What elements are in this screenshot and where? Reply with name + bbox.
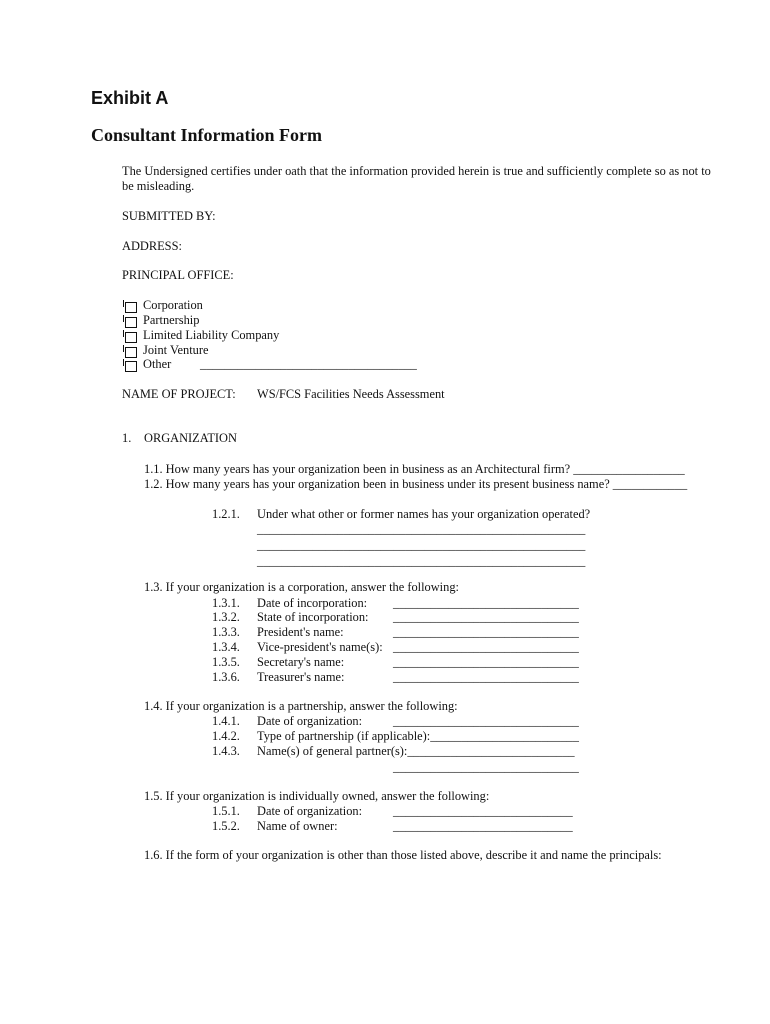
llc-checkbox[interactable] [125,332,137,343]
type-of-partnership-field[interactable]: Type of partnership (if applicable):________________________ [257,729,579,743]
item-number: 1.5.2. [212,819,240,833]
item-label: Treasurer's name: [257,670,345,684]
section-number: 1. [122,431,132,445]
question-1-5-intro: 1.5. If your organization is individually owned, answer the following: [144,789,490,803]
question-1-2-1-number: 1.2.1. [212,507,240,521]
state-of-incorporation-blank[interactable]: ______________________________ [393,610,579,624]
item-number: 1.3.3. [212,625,240,639]
question-1-1: 1.1. How many years has your organization been in business as an Architectural firm? __________________ [144,462,685,476]
item-label: Vice-president's name(s): [257,640,383,654]
joint-venture-checkbox[interactable] [125,347,137,358]
question-1-3-intro: 1.3. If your organization is a corporation, answer the following: [144,580,459,594]
item-label: President's name: [257,625,344,639]
item-number: 1.4.3. [212,744,240,758]
partnership-label: Partnership [143,313,200,327]
item-number: 1.4.2. [212,729,240,743]
project-label: NAME OF PROJECT: [122,387,236,401]
former-names-blank[interactable]: _____________________________________________________ [257,554,586,568]
general-partners-field[interactable]: Name(s) of general partner(s):___________________________ [257,744,575,758]
item-label: Date of organization: [257,804,363,818]
other-blank[interactable]: ___________________________________ [200,357,417,371]
submitted-by-label: SUBMITTED BY: [122,209,216,223]
principal-office-label: PRINCIPAL OFFICE: [122,268,234,282]
item-number: 1.3.6. [212,670,240,684]
question-1-2-1-text: Under what other or former names has your organization operated? [257,507,591,521]
exhibit-heading: Exhibit A [91,88,169,108]
vice-president-name-blank[interactable]: ______________________________ [393,640,579,654]
item-number: 1.4.1. [212,714,240,728]
question-1-6: 1.6. If the form of your organization is other than those listed above, describe it and name the principals: [144,848,662,862]
form-title: Consultant Information Form [91,125,323,145]
item-label: State of incorporation: [257,610,369,624]
question-1-2: 1.2. How many years has your organization been in business under its present business name? ____________ [144,477,688,491]
project-name: WS/FCS Facilities Needs Assessment [257,387,445,401]
secretary-name-blank[interactable]: ______________________________ [393,655,579,669]
corporation-checkbox[interactable] [125,302,137,313]
item-number: 1.3.2. [212,610,240,624]
owner-date-of-organization-blank[interactable]: _____________________________ [393,804,573,818]
item-label: Name of owner: [257,819,338,833]
date-of-incorporation-blank[interactable]: ______________________________ [393,596,579,610]
item-number: 1.3.4. [212,640,240,654]
former-names-blank[interactable]: _____________________________________________________ [257,538,586,552]
certification-text: The Undersigned certifies under oath that the information provided herein is true and sufficiently complete so as not to be misleading. [122,164,711,193]
corporation-label: Corporation [143,298,203,312]
item-number: 1.3.1. [212,596,240,610]
item-label: Date of organization: [257,714,363,728]
date-of-organization-blank[interactable]: ______________________________ [393,714,579,728]
owner-name-blank[interactable]: _____________________________ [393,819,573,833]
address-label: ADDRESS: [122,239,182,253]
other-label: Other [143,357,172,371]
former-names-blank[interactable]: _____________________________________________________ [257,522,586,536]
partnership-checkbox[interactable] [125,317,137,328]
llc-label: Limited Liability Company [143,328,280,342]
president-name-blank[interactable]: ______________________________ [393,625,579,639]
item-label: Date of incorporation: [257,596,368,610]
item-number: 1.5.1. [212,804,240,818]
item-number: 1.3.5. [212,655,240,669]
joint-venture-label: Joint Venture [143,343,209,357]
question-1-4-intro: 1.4. If your organization is a partnership, answer the following: [144,699,458,713]
section-title: ORGANIZATION [144,431,237,445]
treasurer-name-blank[interactable]: ______________________________ [393,670,579,684]
general-partners-blank[interactable]: ______________________________ [393,760,579,774]
item-label: Secretary's name: [257,655,345,669]
other-checkbox[interactable] [125,361,137,372]
